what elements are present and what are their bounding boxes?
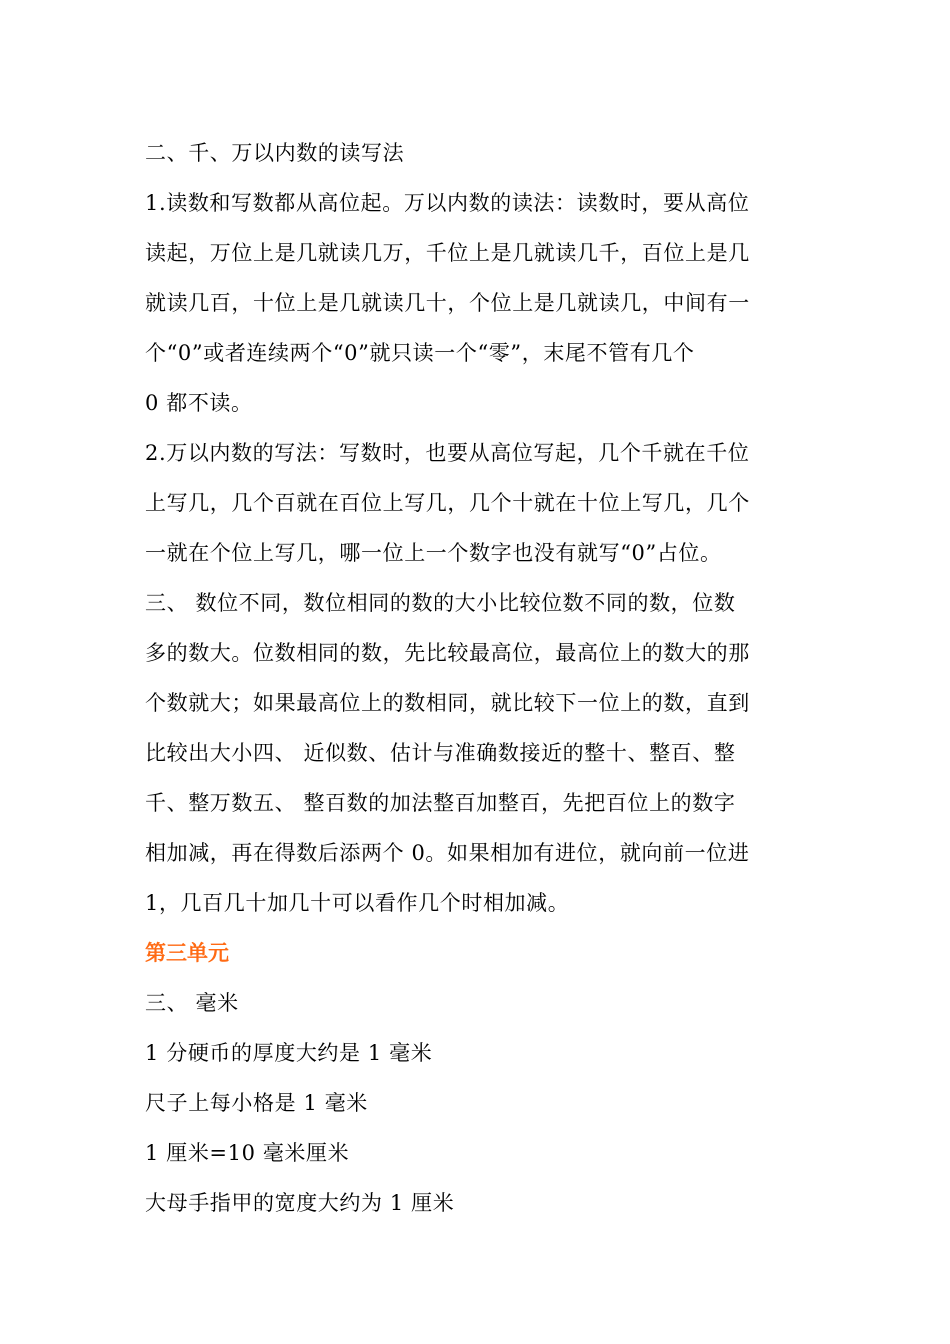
- paragraph-line: 1，几百几十加几十可以看作几个时相加减。: [145, 891, 570, 915]
- unit-line: 1 厘米=10 毫米厘米: [145, 1141, 350, 1165]
- paragraph-line: 千、整万数五、 整百数的加法整百加整百，先把百位上的数字: [145, 791, 736, 815]
- paragraph-line: 2.万以内数的写法：写数时，也要从高位写起，几个千就在千位: [145, 441, 750, 465]
- unit-line: 1 分硬币的厚度大约是 1 毫米: [145, 1041, 433, 1065]
- paragraph-line: 就读几百，十位上是几就读几十，个位上是几就读几，中间有一: [145, 291, 750, 315]
- unit-section-heading: 三、 毫米: [145, 991, 239, 1015]
- paragraph-line: 个数就大；如果最高位上的数相同，就比较下一位上的数，直到: [145, 691, 750, 715]
- unit-line: 大母手指甲的宽度大约为 1 厘米: [145, 1191, 455, 1215]
- unit-heading: 第三单元: [145, 941, 229, 965]
- unit-line: 尺子上每小格是 1 毫米: [145, 1091, 368, 1115]
- paragraph-line: 读起，万位上是几就读几万，千位上是几就读几千，百位上是几: [145, 241, 750, 265]
- paragraph-line: 三、 数位不同，数位相同的数的大小比较位数不同的数，位数: [145, 591, 736, 615]
- paragraph-line: 0 都不读。: [145, 391, 253, 415]
- paragraph-line: 个“0”或者连续两个“0”就只读一个“零”，末尾不管有几个: [145, 341, 695, 365]
- paragraph-line: 1.读数和写数都从高位起。万以内数的读法：读数时，要从高位: [145, 191, 750, 215]
- paragraph-line: 上写几，几个百就在百位上写几，几个十就在十位上写几，几个: [145, 491, 750, 515]
- paragraph-line: 相加减，再在得数后添两个 0。如果相加有进位，就向前一位进: [145, 841, 750, 865]
- paragraph-line: 一就在个位上写几，哪一位上一个数字也没有就写“0”占位。: [145, 541, 722, 565]
- section-heading: 二、千、万以内数的读写法: [145, 141, 405, 165]
- document-page: [145, 128, 810, 1228]
- paragraph-line: 多的数大。位数相同的数，先比较最高位，最高位上的数大的那: [145, 641, 750, 665]
- paragraph-line: 比较出大小四、 近似数、估计与准确数接近的整十、整百、整: [145, 741, 736, 765]
